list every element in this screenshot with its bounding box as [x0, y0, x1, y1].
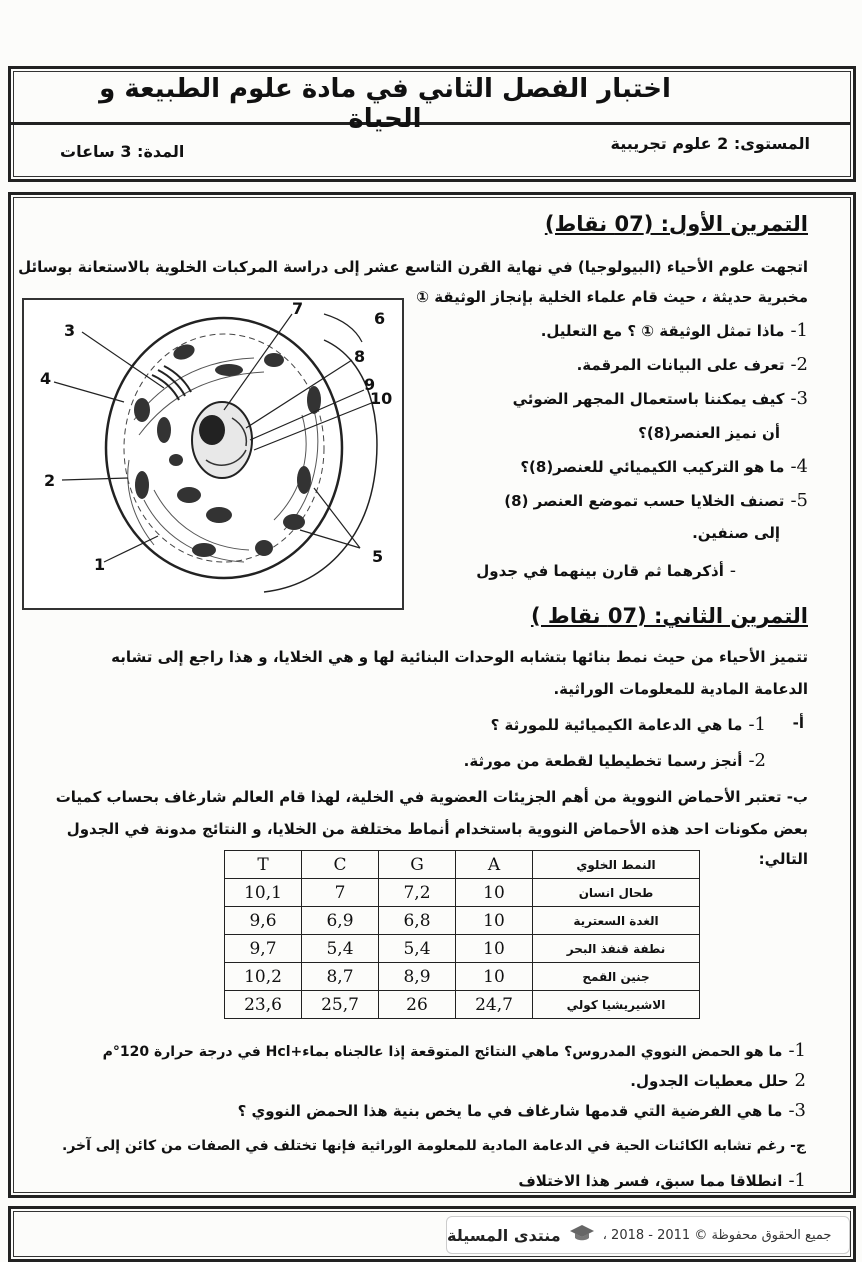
copyright-text: جميع الحقوق محفوظة © 2011 - 2018 ،: [602, 1227, 832, 1243]
exercise1-intro-line2: مخبرية حديثة ، حيث قام علماء الخلية بإنجاز الوثيقة ①: [416, 288, 808, 306]
label-9: 9: [364, 375, 376, 394]
forum-brand[interactable]: منتدى المسيلة: [447, 1225, 561, 1245]
ex1-q5-sub: -أذكرهما ثم قارن بينهما في جدول: [476, 560, 736, 581]
table-header: G: [379, 851, 456, 879]
table-row: [225, 935, 700, 963]
table-cell: 24,7: [456, 991, 533, 1019]
table-cell: 9,7: [225, 935, 302, 963]
label-5: 5: [372, 547, 384, 566]
label-1: 1: [94, 555, 106, 574]
table-cell: الاشيريشيا كولي: [533, 991, 700, 1019]
table-cell: طحال انسان: [533, 879, 700, 907]
label-3: 3: [64, 321, 76, 340]
cell-figure: [22, 298, 404, 610]
exercise1-title: التمرين الأول: (07 نقاط): [544, 212, 808, 236]
ex1-q1: 1-ماذا تمثل الوثيقة ① ؟ مع التعليل.: [540, 320, 808, 341]
ex2-part-a-label: أ-: [792, 714, 804, 732]
exercise1-intro-line1: اتجهت علوم الأحياء (البيولوجيا) في نهاية القرن التاسع عشر إلى دراسة المركبات الخلوية بالاستعانة بوسائل: [18, 258, 808, 276]
ex1-q5-cont: إلى صنفين.: [692, 524, 780, 542]
ex1-q3: 3-كيف يمكننا باستعمال المجهر الضوئي: [512, 388, 808, 409]
ex1-q2: 2-تعرف على البيانات المرقمة.: [576, 354, 808, 375]
table-header: T: [225, 851, 302, 879]
table-cell: نطفة قنفذ البحر: [533, 935, 700, 963]
ex2-b-q2: 2حلل معطيات الجدول.: [630, 1070, 806, 1091]
table-cell: 10: [456, 907, 533, 935]
ex1-q5: 5-تصنف الخلايا حسب تموضع العنصر (8): [504, 490, 808, 511]
ex2-part-b-line2: بعض مكونات احد هذه الأحماض النووية باستخدام أنماط مختلفة من الخلايا، و النتائج مدونة في الجدول: [66, 820, 808, 838]
label-8: 8: [354, 347, 366, 366]
label-2: 2: [44, 471, 56, 490]
exam-title: اختبار الفصل الثاني في مادة علوم الطبيعة و الحياة: [99, 74, 671, 134]
table-cell: 6,9: [302, 907, 379, 935]
table-cell: 26: [379, 991, 456, 1019]
table-cell: جنين القمح: [533, 963, 700, 991]
table-cell: 8,7: [302, 963, 379, 991]
ex2-a-q1: 1-ما هي الدعامة الكيميائية للمورثة ؟: [490, 714, 766, 735]
chargaff-table: [224, 850, 700, 1019]
ex2-c-q1: 1-انطلاقا مما سبق، فسر هذا الاختلاف: [518, 1170, 806, 1191]
table-cell: 8,9: [379, 963, 456, 991]
ex1-q4: 4-ما هو التركيب الكيميائي للعنصر(8)؟: [520, 456, 808, 477]
ex2-part-b-line3: التالي:: [758, 850, 808, 868]
exercise2-title: التمرين الثاني: (07 نقاط ): [530, 604, 808, 628]
label-6: 6: [374, 309, 386, 328]
ex2-b-q1: 1-ما هو الحمض النووي المدروس؟ ماهي النتائج المتوقعة إذا عالجناه بماء+Hcl في درجة حرارة 120°م: [102, 1040, 806, 1061]
table-cell: 25,7: [302, 991, 379, 1019]
label-7: 7: [292, 300, 304, 318]
table-cell: 10,2: [225, 963, 302, 991]
table-cell: 10: [456, 963, 533, 991]
table-row: [225, 879, 700, 907]
label-10: 10: [370, 389, 393, 408]
table-row: [225, 907, 700, 935]
table-cell: 10: [456, 935, 533, 963]
ex1-q3-cont: أن نميز العنصر(8)؟: [638, 424, 780, 442]
ex2-b-q3: 3-ما هي الفرضية التي قدمها شارغاف في ما يخص بنية هذا الحمض النووي ؟: [237, 1100, 806, 1121]
duration-label: المدة: 3 ساعات: [60, 142, 185, 161]
label-4: 4: [40, 369, 52, 388]
table-cell: 23,6: [225, 991, 302, 1019]
ex2-a-q2: 2-أنجز رسما تخطيطيا لقطعة من مورثة.: [463, 750, 766, 771]
table-cell: 5,4: [302, 935, 379, 963]
exercise2-intro-line2: الدعامة المادية للمعلومات الوراثية.: [553, 680, 808, 698]
table-cell: الغدة السعترية: [533, 907, 700, 935]
level-label: المستوى: 2 علوم تجريبية: [610, 134, 810, 153]
table-header: A: [456, 851, 533, 879]
graduation-cap-icon: [569, 1223, 595, 1247]
table-cell: 5,4: [379, 935, 456, 963]
table-cell: 9,6: [225, 907, 302, 935]
table-cell: 7,2: [379, 879, 456, 907]
animal-cell-diagram: [24, 300, 402, 608]
table-cell: 10,1: [225, 879, 302, 907]
table-row: [225, 963, 700, 991]
table-header: C: [302, 851, 379, 879]
table-cell: 7: [302, 879, 379, 907]
table-row: [225, 991, 700, 1019]
ex2-part-b-line1: ب- تعتبر الأحماض النووية من أهم الجزيئات العضوية في الخلية، لهذا قام العالم شارغاف بحساب كميات: [55, 788, 808, 806]
table-cell: 6,8: [379, 907, 456, 935]
ex2-part-c-line: ج- رغم تشابه الكائنات الحية في الدعامة المادية للمعلومة الوراثية فإنها تختلف في الصفات من كائن إلى آخر.: [62, 1138, 806, 1154]
table-header-row: [225, 851, 700, 879]
forum-copyright-bar: [446, 1216, 850, 1254]
exercise2-intro-line1: تتميز الأحياء من حيث نمط بنائها بتشابه الوحدات البنائية لها و هي الخلايا، و هذا راجع إلى تشابه: [111, 648, 808, 666]
table-header: النمط الخلوي: [533, 851, 700, 879]
table-cell: 10: [456, 879, 533, 907]
